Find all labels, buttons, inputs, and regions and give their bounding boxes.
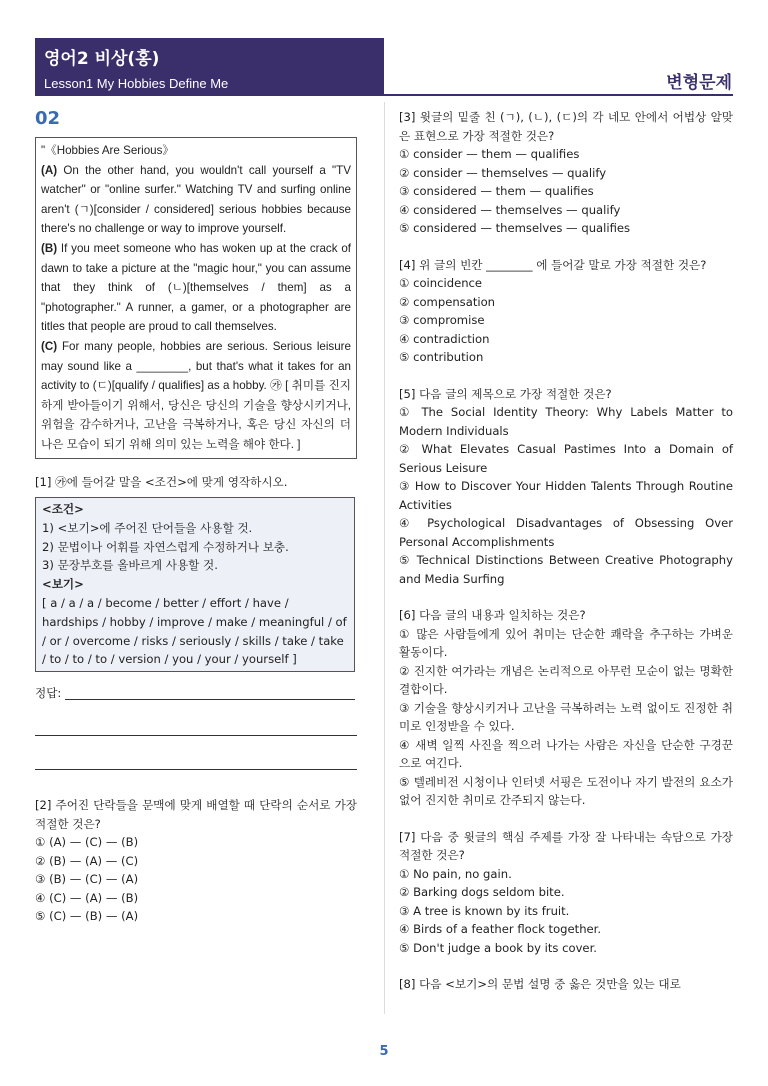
option[interactable]: ⑤ 텔레비전 시청이나 인터넷 서핑은 도전이나 자기 발전의 요소가 없어 진지한 취미로 간주되지 않는다. — [399, 774, 733, 807]
option[interactable]: ④ Birds of a feather flock together. — [399, 922, 602, 936]
passage-paragraph-c — [41, 337, 351, 455]
answer-row — [35, 684, 357, 702]
condition-item: 1) <보기>에 주어진 단어들을 사용할 것. — [42, 520, 253, 535]
question-3-text: [3] 윗글의 밑줄 친 (ㄱ), (ㄴ), (ㄷ)의 각 네모 안에서 어법상 알맞은 표현으로 가장 적절한 것은? — [399, 110, 733, 143]
bogi-word-list: [ a / a / a / become / better / effort / have / hardships / hobby / improve / make / meaningful / of / or / overcome / risks / seriously / skills / take / take / to / to / to / version / you / your / yourself ] — [42, 595, 347, 667]
option[interactable]: ⑤ (C) — (B) — (A) — [35, 909, 139, 924]
passage-paragraph-a — [41, 161, 351, 239]
option[interactable]: ④ Psychological Disadvantages of Obsessing Over Personal Accomplishments — [399, 516, 733, 549]
option[interactable]: ① The Social Identity Theory: Why Labels Matter to Modern Individuals — [399, 405, 733, 438]
option[interactable]: ③ 기술을 향상시키거나 고난을 극복하려는 노력 없이도 진정한 취미로 인정받을 수 있다. — [399, 700, 733, 733]
header-right-label: 변형문제 — [666, 73, 732, 93]
question-6 — [399, 606, 733, 810]
page-number: 5 — [379, 1044, 389, 1059]
option[interactable]: ② Barking dogs seldom bite. — [399, 885, 565, 899]
option[interactable]: ⑤ Technical Distinctions Between Creative Photography and Media Surfing — [399, 553, 733, 586]
question-8-text: [8] 다음 <보기>의 문법 설명 중 옳은 것만을 있는 대로 — [399, 977, 681, 991]
option[interactable]: ③ How to Discover Your Hidden Talents Through Routine Activities — [399, 479, 733, 512]
option[interactable]: ② (B) — (A) — (C) — [35, 853, 139, 868]
question-7 — [399, 828, 733, 958]
passage-box — [35, 137, 357, 459]
paragraph-text: On the other hand, you wouldn't call yourself a "TV watcher" or "online surfer." Watching TV and surfing online aren't (ㄱ)[consider / considered] serious hobbies because there's no challenge or way to improve yourself. — [41, 163, 351, 236]
option[interactable]: ① consider — them — qualifies — [399, 147, 580, 161]
passage-title: "《Hobbies Are Serious》 — [41, 144, 174, 157]
paragraph-text: For many people, hobbies are serious. Serious leisure may sound like a ________, but that's what it takes for an activity to (ㄷ)[qualify / qualifies] as a hobby. ㉮ [ 취미를 진지하게 받아들이기 위해서, 당신은 당신의 기술을 향상시키거나, 위험을 감수하거나, 고난을 극복하거나, 혹은 당신 자신의 더 나은 모습이 되기 위해 의미 있는 노력을 해야 한다. ] — [41, 339, 351, 451]
question-4-text: [4] 위 글의 빈칸 ________ 에 들어갈 말로 가장 적절한 것은? — [399, 257, 707, 272]
header-rule — [35, 94, 733, 96]
condition-box — [35, 497, 355, 672]
question-5-text: [5] 다음 글의 제목으로 가장 적절한 것은? — [399, 386, 612, 401]
header-title: 영어2 비상(홍) — [44, 49, 160, 69]
condition-heading: <조건> — [42, 502, 84, 516]
question-3 — [399, 108, 733, 238]
passage-paragraph-b — [41, 239, 351, 337]
column-divider — [384, 102, 385, 1014]
header-subtitle: Lesson1 My Hobbies Define Me — [44, 76, 229, 91]
option[interactable]: ④ considered — themselves — qualify — [399, 202, 621, 217]
bogi-heading: <보기> — [42, 577, 84, 592]
option[interactable]: ③ A tree is known by its fruit. — [399, 903, 570, 918]
option[interactable]: ① coincidence — [399, 276, 483, 290]
option[interactable]: ② 진지한 여가라는 개념은 논리적으로 아무런 모순이 없는 명확한 결합이다. — [399, 663, 733, 696]
question-2 — [35, 796, 357, 926]
question-5 — [399, 385, 733, 589]
option[interactable]: ② consider — themselves — qualify — [399, 165, 607, 180]
question-8 — [399, 975, 733, 994]
answer-label: 정답: — [35, 686, 62, 701]
question-1-text: [1] ㉮에 들어갈 말을 <조건>에 맞게 영작하시오. — [35, 474, 288, 489]
answer-line-2[interactable] — [35, 734, 357, 736]
question-7-text: [7] 다음 중 윗글의 핵심 주제를 가장 잘 나타내는 속담으로 가장 적절한 것은? — [399, 829, 733, 862]
question-4 — [399, 256, 733, 367]
condition-item: 3) 문장부호를 올바르게 사용할 것. — [42, 558, 218, 573]
option[interactable]: ② compensation — [399, 294, 496, 309]
option[interactable]: ⑤ contribution — [399, 350, 484, 364]
left-column — [35, 108, 357, 926]
option[interactable]: ① (A) — (C) — (B) — [35, 835, 139, 850]
answer-line-3[interactable] — [35, 768, 357, 770]
paragraph-label: (C) — [41, 339, 58, 353]
question-number: 02 — [35, 108, 61, 129]
option[interactable]: ④ contradiction — [399, 331, 490, 346]
question-2-text: [2] 주어진 단락들을 문맥에 맞게 배열할 때 단락의 순서로 가장 적절한 것은? — [35, 798, 357, 831]
option[interactable]: ③ compromise — [399, 313, 485, 327]
right-column — [399, 108, 733, 1012]
paragraph-label: (B) — [41, 241, 58, 255]
question-1 — [35, 473, 357, 771]
option[interactable]: ⑤ Don't judge a book by its cover. — [399, 940, 597, 955]
option[interactable]: ② What Elevates Casual Pastimes Into a Domain of Serious Leisure — [399, 442, 733, 475]
option[interactable]: ⑤ considered — themselves — qualifies — [399, 221, 631, 235]
option[interactable]: ① No pain, no gain. — [399, 866, 512, 881]
option[interactable]: ④ (C) — (A) — (B) — [35, 890, 139, 905]
condition-item: 2) 문법이나 어휘를 자연스럽게 수정하거나 보충. — [42, 539, 289, 554]
question-6-text: [6] 다음 글의 내용과 일치하는 것은? — [399, 608, 586, 622]
option[interactable]: ③ considered — them — qualifies — [399, 184, 594, 198]
option[interactable]: ① 많은 사람들에게 있어 취미는 단순한 쾌락을 추구하는 가벼운 활동이다. — [399, 626, 733, 659]
answer-line[interactable] — [65, 687, 355, 700]
option[interactable]: ③ (B) — (C) — (A) — [35, 872, 139, 887]
option[interactable]: ④ 새벽 일찍 사진을 찍으러 나가는 사람은 자신을 단순한 구경꾼으로 여긴다. — [399, 737, 733, 770]
paragraph-label: (A) — [41, 163, 58, 177]
paragraph-text: If you meet someone who has woken up at the crack of dawn to take a picture at the "magic hour," you can assume that they think of (ㄴ)[themselves / them] as a "photographer." A runner, a gamer, or a photographer are titles that people are proud to call themselves. — [41, 241, 351, 334]
